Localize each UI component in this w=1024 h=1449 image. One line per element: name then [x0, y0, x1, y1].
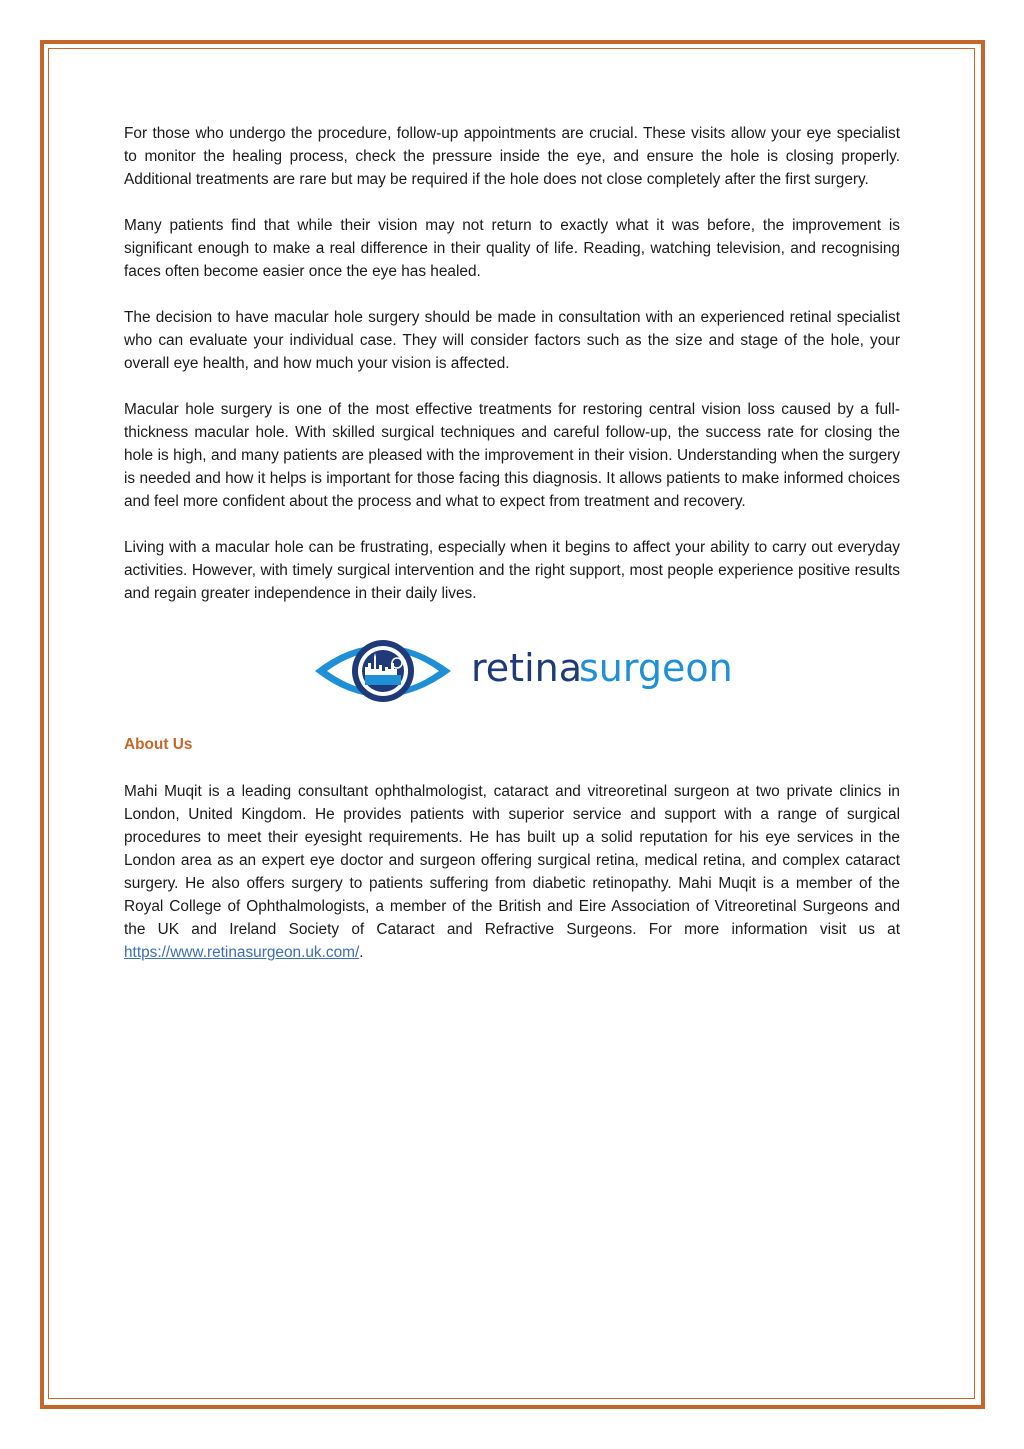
- paragraph-living-with: Living with a macular hole can be frustrating, especially when it begins to affect your ability to carry out everyday activities. However, with timely surgical intervention and the right support, most people experience positive results and regain greater independence in their daily lives.: [124, 539, 900, 602]
- paragraph-decision: The decision to have macular hole surgery should be made in consultation with an experienced retinal specialist who can evaluate your individual case. They will consider factors such as the size and stage of the hole, your overall eye health, and how much your vision is affected.: [124, 309, 900, 372]
- about-us-trailing: .: [359, 944, 364, 961]
- retinasurgeon-logo: [311, 627, 733, 719]
- about-us-text: Mahi Muqit is a leading consultant ophthalmologist, cataract and vitreoretinal surgeon at two private clinics in London, United Kingdom. He provides patients with superior service and support with a range of surgical procedures to meet their eyesight requirements. He has built up a solid reputation for his eye services in the London area as an expert eye doctor and surgeon offering surgical retina, medical retina, and complex cataract surgery. He also offers surgery to patients suffering from diabetic retinopathy. Mahi Muqit is a member of the Royal College of Ophthalmologists, a member of the British and Eire Association of Vitreoretinal Surgeons and the UK and Ireland Society of Cataract and Refractive Surgeons. For more information visit us at: [124, 783, 900, 938]
- paragraph-vision-improvement: Many patients find that while their vision may not return to exactly what it was before, the improvement is significant enough to make a real difference in their quality of life. Reading, watching television, and recognising faces often become easier once the eye has healed.: [124, 217, 900, 280]
- eye-logo-icon: [311, 627, 733, 719]
- about-us-heading: About Us: [124, 736, 193, 753]
- website-link[interactable]: https://www.retinasurgeon.uk.com/: [124, 944, 360, 961]
- paragraph-effectiveness: Macular hole surgery is one of the most effective treatments for restoring central vision loss caused by a full-thickness macular hole. With skilled surgical techniques and careful follow-up, the success rate for closing the hole is high, and many patients are pleased with the improvement in their vision. Understanding when the surgery is needed and how it helps is important for those facing this diagnosis. It allows patients to make informed choices and feel more confident about the process and what to expect from treatment and recovery.: [124, 401, 900, 510]
- logo-text-surgeon: surgeon: [579, 646, 733, 690]
- paragraph-follow-up: For those who undergo the procedure, follow-up appointments are crucial. These visits allow your eye specialist to monitor the healing process, check the pressure inside the eye, and ensure the hole is closing properly. Additional treatments are rare but may be required if the hole does not close completely after the first surgery.: [124, 125, 900, 188]
- document-body: [124, 122, 900, 987]
- logo-text-retina: retina: [471, 646, 582, 690]
- about-us-paragraph: [124, 780, 900, 964]
